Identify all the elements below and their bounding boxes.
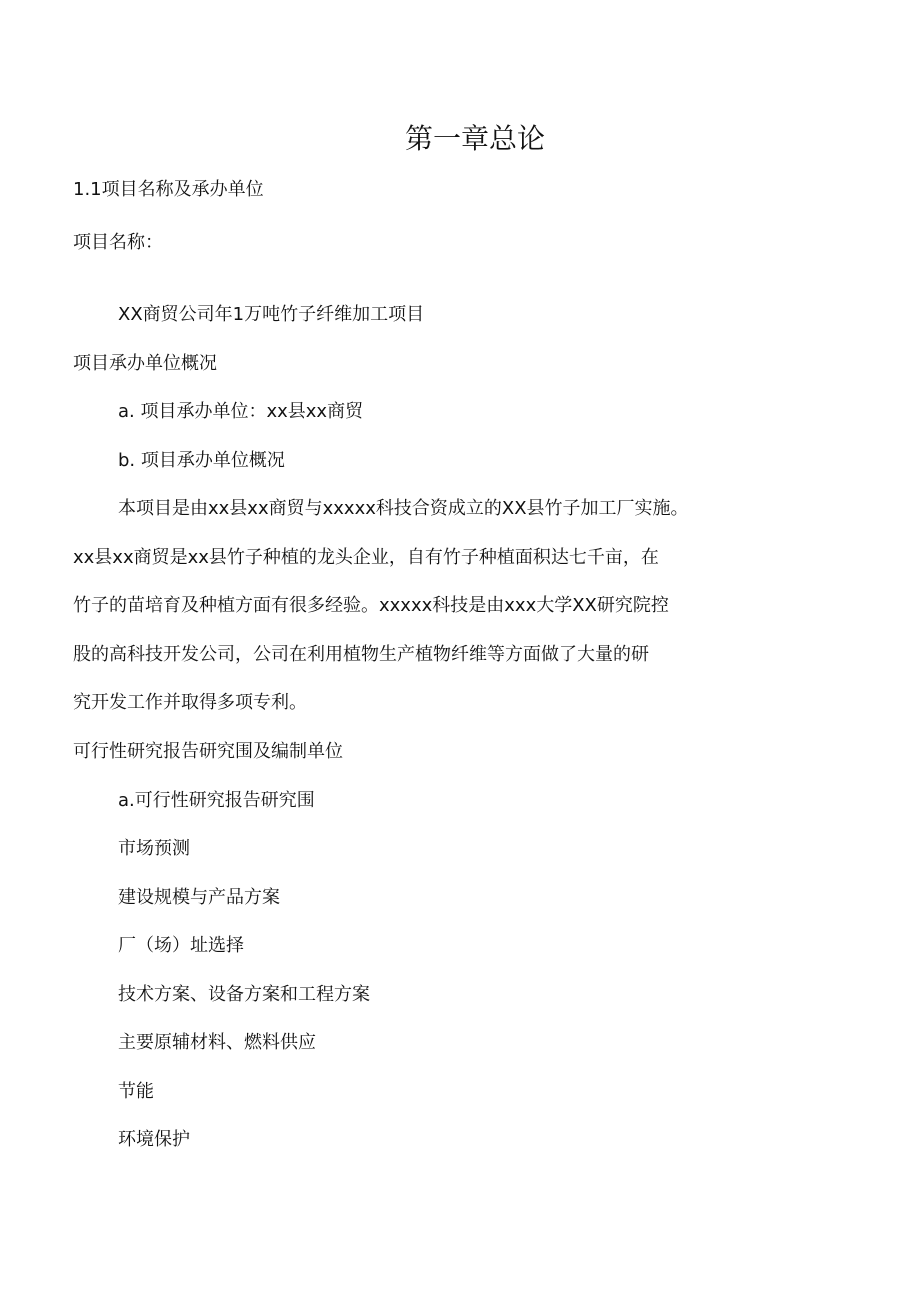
list-item: 技术方案、设备方案和工程方案 <box>118 984 370 1005</box>
list-item: a.可行性研究报告研究围 <box>118 790 315 811</box>
list-item: 建设规模与产品方案 <box>118 887 280 908</box>
chapter-title: 第一章总论 <box>404 122 545 155</box>
list-item-a: a. 项目承办单位：xx县xx商贸 <box>118 401 364 422</box>
paragraph-line: 究开发工作并取得多项专利。 <box>73 692 307 713</box>
paragraph-line: 本项目是由xx县xx商贸与xxxxx科技合资成立的XX县竹子加工厂实施。 <box>118 498 689 519</box>
list-item: 主要原辅材料、燃料供应 <box>118 1032 316 1053</box>
list-item: 环境保护 <box>118 1129 190 1150</box>
list-item: 厂（场）址选择 <box>118 935 244 956</box>
project-name-label: 项目名称： <box>73 232 163 253</box>
paragraph-line: 竹子的苗培育及种植方面有很多经验。xxxxx科技是由xxx大学XX研究院控 <box>73 595 669 616</box>
list-item: 节能 <box>118 1081 154 1102</box>
section-heading-1-1: 1.1项目名称及承办单位 <box>73 179 264 200</box>
list-item: 市场预测 <box>118 838 190 859</box>
list-item-b: b. 项目承办单位概况 <box>118 450 285 471</box>
project-name-value: XX商贸公司年1万吨竹子纤维加工项目 <box>118 304 425 325</box>
feasibility-heading: 可行性研究报告研究围及编制单位 <box>73 741 343 762</box>
paragraph-line: 股的高科技开发公司，公司在利用植物生产植物纤维等方面做了大量的研 <box>73 644 649 665</box>
paragraph-line: xx县xx商贸是xx县竹子种植的龙头企业，自有竹子种植面积达七千亩，在 <box>73 547 659 568</box>
organizer-overview-heading: 项目承办单位概况 <box>73 353 217 374</box>
